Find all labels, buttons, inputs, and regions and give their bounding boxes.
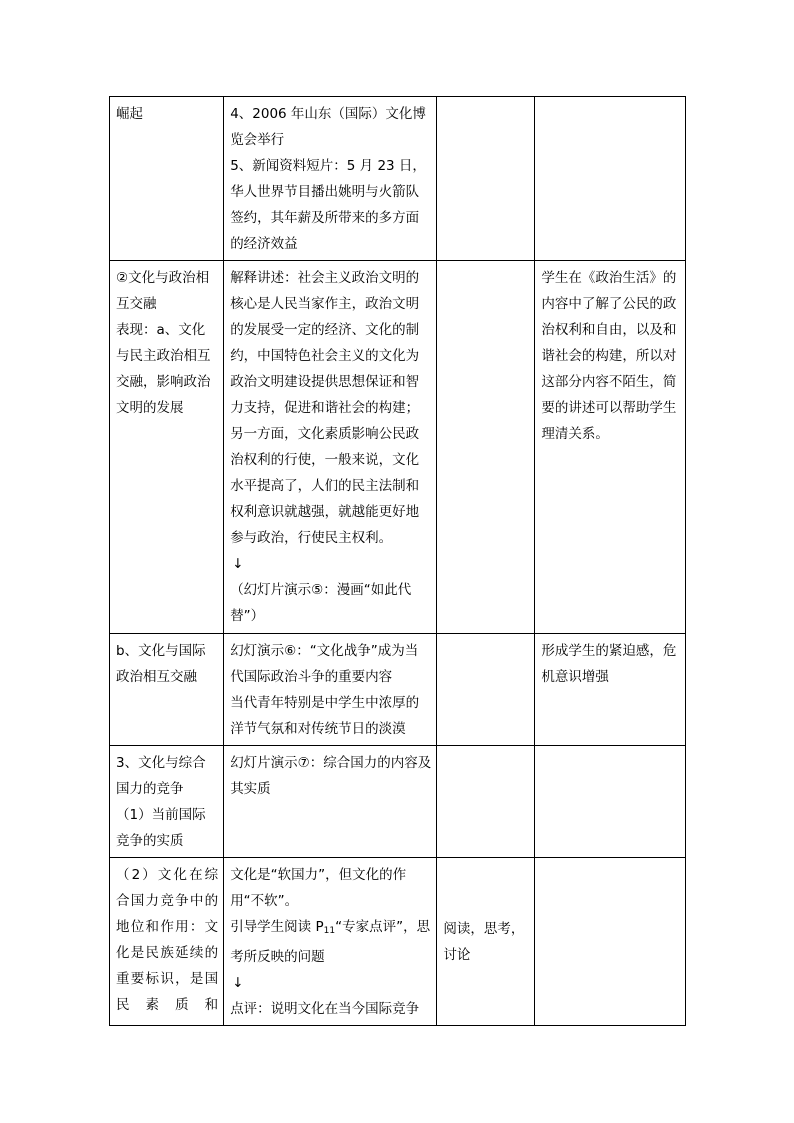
content-text-part: 引导学生阅读 P (230, 919, 324, 935)
content-text: 解释讲述：社会主义政治文明的核心是人民当家作主，政治文明的发展受一定的经济、文化的制约，中国特色社会主义的文化为政治文明建设提供思想保证和智力支持，促进和谐社会的构建；另一方面，文化素质影响公民政治权利的行使，一般来说，文化水平提高了，人们的民主法制和权利意识就越强，就越能更好地参与政治，行使民主权利。 (230, 270, 420, 546)
content-cell (224, 97, 437, 261)
design-intent-cell (535, 746, 686, 858)
content-text: 4、2006 年山东（国际）文化博览会举行 (230, 106, 426, 148)
page-number-subscript: 11 (323, 926, 336, 936)
student-activity-cell (437, 97, 535, 261)
topic-text: 3、文化与综合国力的竞争 (116, 755, 206, 797)
content-cell (224, 261, 437, 634)
student-activity-text: 阅读，思考，讨论 (443, 921, 525, 963)
content-text: 幻灯演示⑥：“文化战争”成为当代国际政治斗争的重要内容 (230, 643, 419, 685)
content-text (230, 914, 431, 970)
topic-cell (110, 261, 224, 634)
content-text: 幻灯片演示⑦：综合国力的内容及其实质 (230, 755, 432, 797)
design-intent-cell (535, 858, 686, 1026)
down-arrow-icon: ↓ (232, 556, 244, 572)
design-intent-cell (535, 261, 686, 634)
student-activity-cell (437, 746, 535, 858)
student-activity-cell (437, 261, 535, 634)
topic-cell (110, 634, 224, 746)
design-intent-cell (535, 97, 686, 261)
content-cell (224, 634, 437, 746)
table-row (110, 858, 686, 1026)
table-row (110, 261, 686, 634)
student-activity-cell (437, 634, 535, 746)
topic-cell (110, 858, 224, 1026)
table-row (110, 746, 686, 858)
content-text: 当代青年特别是中学生中浓厚的洋节气氛和对传统节日的淡漠 (230, 695, 420, 737)
student-activity-cell (437, 858, 535, 1026)
content-text: 文化是“软国力”，但文化的作用“不软”。 (230, 867, 407, 909)
content-cell (224, 746, 437, 858)
table-row (110, 97, 686, 261)
content-text-part: “专家点评”，思考所反映的问题 (230, 919, 431, 965)
design-intent-text: 形成学生的紧迫感，危机意识增强 (541, 643, 677, 685)
topic-text: ②文化与政治相互交融 (116, 270, 210, 312)
topic-text: 表现：a、文化与民主政治相互交融，影响政治文明的发展 (116, 322, 211, 416)
design-intent-cell (535, 634, 686, 746)
lesson-plan-table (109, 96, 686, 1026)
content-cell (224, 858, 437, 1026)
table-row (110, 634, 686, 746)
content-text: 点评：说明文化在当今国际竞争 (230, 1001, 420, 1017)
down-arrow-icon: ↓ (232, 975, 244, 991)
content-text: （幻灯片演示⑤：漫画“如此代替”） (230, 582, 412, 624)
topic-cell (110, 746, 224, 858)
topic-text: b、文化与国际政治相互交融 (116, 643, 206, 685)
content-text: 5、新闻资料短片：5 月 23 日，华人世界节目播出姚明与火箭队签约，其年薪及所带来的多方面的经济效益 (230, 158, 426, 252)
topic-cell (110, 97, 224, 261)
topic-text: （2）文化在综合国力竞争中的地位和作用：文化是民族延续的重要标识，是国民素质和 (116, 867, 219, 1013)
design-intent-text: 学生在《政治生活》的内容中了解了公民的政治权利和自由，以及和谐社会的构建，所以对这部分内容不陌生，简要的讲述可以帮助学生理清关系。 (541, 270, 677, 442)
topic-text: （1）当前国际竞争的实质 (116, 807, 206, 849)
topic-text: 崛起 (116, 106, 143, 122)
